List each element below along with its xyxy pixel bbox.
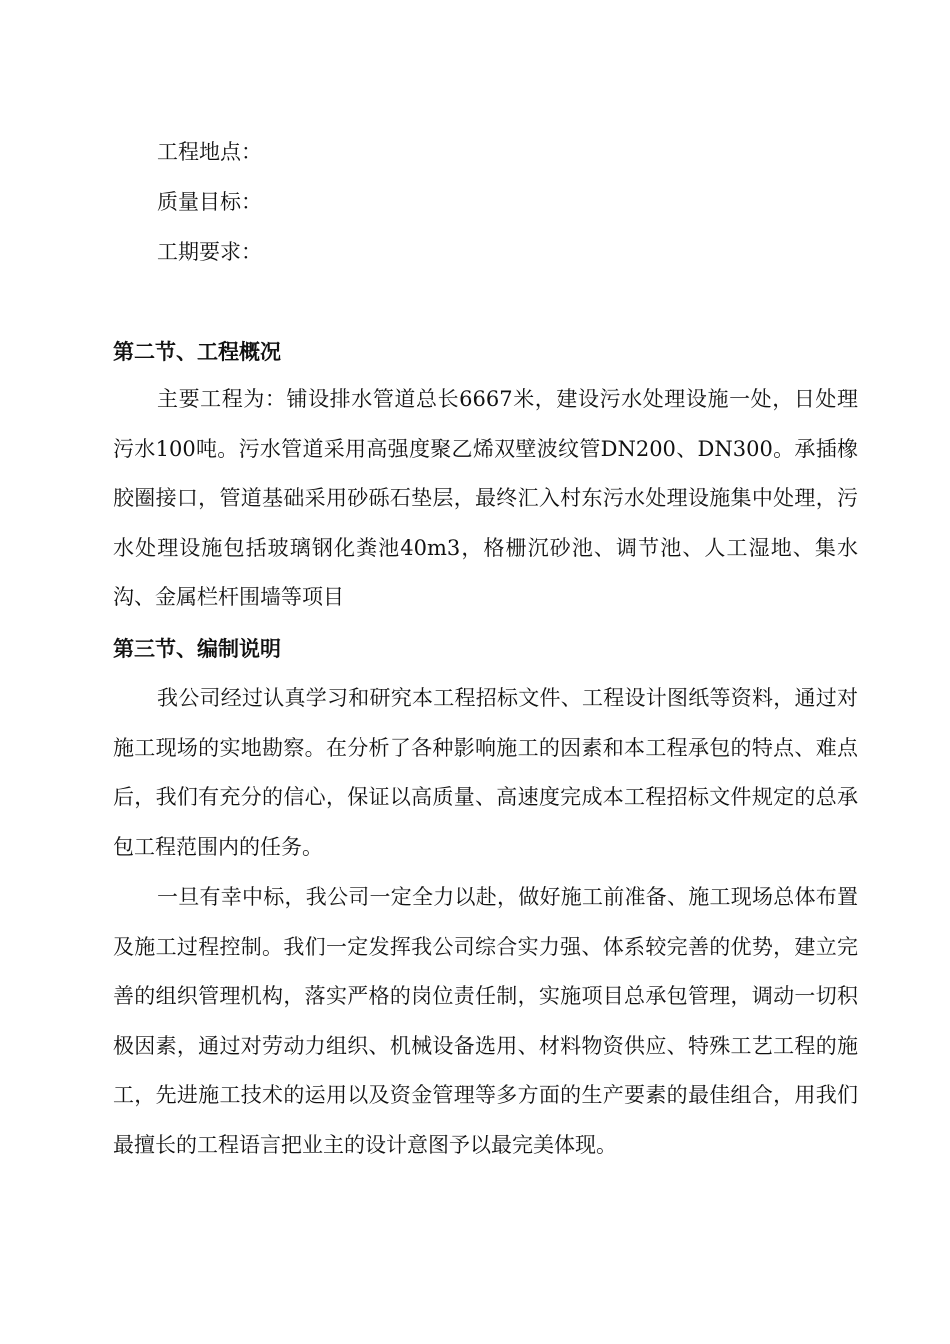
- project-location-label: 工程地点：: [157, 140, 262, 164]
- section-3-heading: 第三节、编制说明: [113, 637, 281, 661]
- section-3-paragraph-2: 一旦有幸中标，我公司一定全力以赴，做好施工前准备、施工现场总体布置及施工过程控制。我们一定发挥我公司综合实力强、体系较完善的优势，建立完善的组织管理机构，落实严格的岗位责任制，实施项目总承包管理，调动一切积极因素，通过对劳动力组织、机械设备选用、材料物资供应、特殊工艺工程的施工，先进施工技术的运用以及资金管理等多方面的生产要素的最佳组合，用我们最擅长的工程语言把业主的设计意图予以最完美体现。: [113, 885, 858, 1157]
- section-2-paragraph: 主要工程为：铺设排水管道总长6667米，建设污水处理设施一处，日处理污水100吨。污水管道采用高强度聚乙烯双壁波纹管DN200、DN300。承插橡胶圈接口，管道基础采用砂砾石垫层，最终汇入村东污水处理设施集中处理，污水处理设施包括玻璃钢化粪池40m3，格栅沉砂池、调节池、人工湿地、集水沟、金属栏杆围墙等项目: [113, 387, 858, 610]
- section-3-paragraph-1: 我公司经过认真学习和研究本工程招标文件、工程设计图纸等资料，通过对施工现场的实地勘察。在分析了各种影响施工的因素和本工程承包的特点、难点后，我们有充分的信心，保证以高质量、高速度完成本工程招标文件规定的总承包工程范围内的任务。: [113, 686, 858, 859]
- quality-target-label: 质量目标：: [157, 190, 262, 214]
- section-2-heading: 第二节、工程概况: [113, 340, 281, 364]
- duration-requirement-label: 工期要求：: [157, 240, 262, 264]
